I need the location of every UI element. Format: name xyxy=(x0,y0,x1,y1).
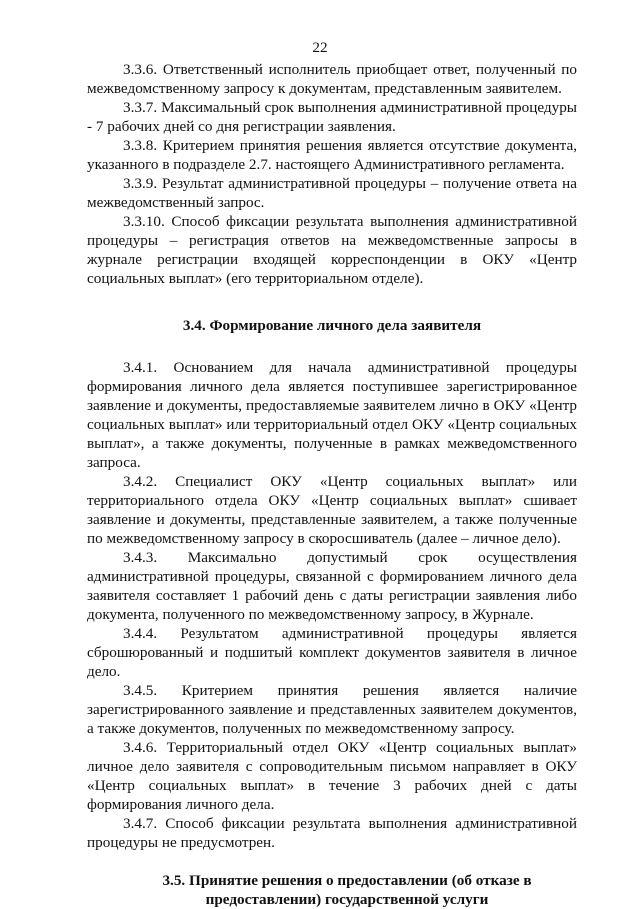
paragraph-3-3-8: 3.3.8. Критерием принятия решения является отсутствие документа, указанного в подразделе 2.7. настоящего Административного регламента. xyxy=(87,137,577,173)
page-number: 22 xyxy=(312,39,328,56)
paragraph-3-3-6: 3.3.6. Ответственный исполнитель приобщает ответ, полученный по межведомственному запросу к документам, представленным заявителем. xyxy=(87,61,577,97)
section-heading-3-5 xyxy=(87,871,577,909)
paragraph-3-4-3: 3.4.3. Максимально допустимый срок осуществления административной процедуры, связанной с формированием личного дела заявителя составляет 1 рабочий день с даты регистрации заявления либо документа, полученного по межведомственному запросу, в Журнале. xyxy=(87,549,577,623)
paragraph-3-3-9: 3.3.9. Результат административной процедуры – получение ответа на межведомственный запрос. xyxy=(87,175,577,211)
section-heading-3-4: 3.4. Формирование личного дела заявителя xyxy=(182,317,482,334)
page-content xyxy=(87,60,577,909)
paragraph-3-4-5: 3.4.5. Критерием принятия решения является наличие зарегистрированного заявление и представленных заявителем документов, а также документов, полученных по межведомственному запросу. xyxy=(87,682,577,737)
paragraph-3-4-4: 3.4.4. Результатом административной процедуры является сброшюрованный и подшитый комплект документов заявителя в личное дело. xyxy=(87,625,577,680)
paragraph-3-3-7: 3.3.7. Максимальный срок выполнения административной процедуры - 7 рабочих дней со дня регистрации заявления. xyxy=(87,99,577,135)
paragraph-3-4-2: 3.4.2. Специалист ОКУ «Центр социальных выплат» или территориального отдела ОКУ «Центр социальных выплат» сшивает заявление и документы, представленные заявителем, а также полученные по межведомственному запросу в скоросшиватель (далее – личное дело). xyxy=(87,473,577,547)
paragraph-3-4-6: 3.4.6. Территориальный отдел ОКУ «Центр социальных выплат» личное дело заявителя с сопроводительным письмом направляет в ОКУ «Центр социальных выплат» в течение 3 рабочих дней с даты формирования личного дела. xyxy=(87,739,577,813)
paragraph-3-4-7: 3.4.7. Способ фиксации результата выполнения административной процедуры не предусмотрен. xyxy=(87,815,577,851)
section-heading-3-5-line1: 3.5. Принятие решения о предоставлении (об отказе в xyxy=(162,872,532,889)
paragraph-3-4-1: 3.4.1. Основанием для начала административной процедуры формирования личного дела является поступившее зарегистрированное заявление и документы, предоставляемые заявителем лично в ОКУ «Центр социальных выплат» или территориальный отдел ОКУ «Центр социальных выплат», а также документы, полученные в рамках межведомственного запроса. xyxy=(87,359,577,471)
section-heading-3-5-line2: предоставлении) государственной услуги xyxy=(205,891,489,908)
paragraph-3-3-10: 3.3.10. Способ фиксации результата выполнения административной процедуры – регистрация ответов на межведомственные запросы в журнале регистрации входящей корреспонденции в ОКУ «Центр социальных выплат» (его территориальном отделе). xyxy=(87,213,577,287)
